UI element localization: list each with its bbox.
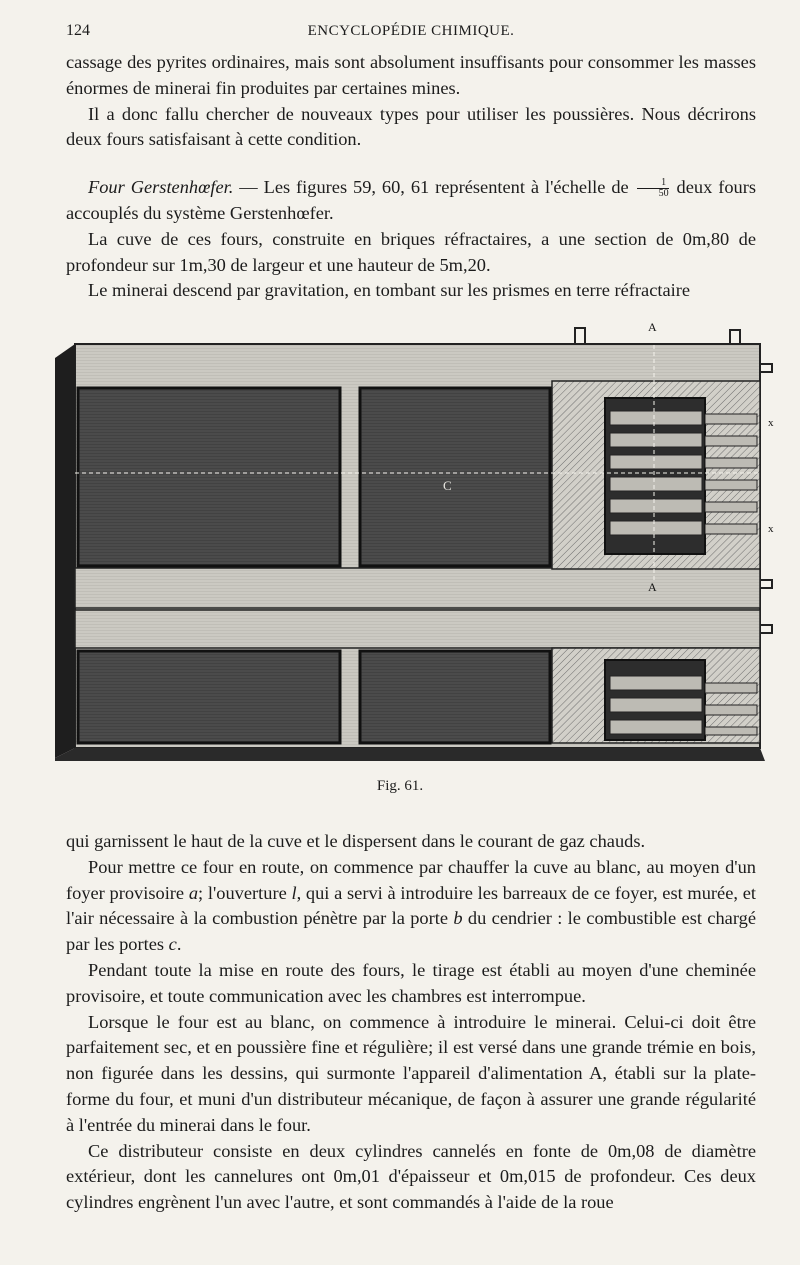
paragraph: qui garnissent le haut de la cuve et le dispersent dans le courant de gaz chauds. [66, 831, 646, 851]
label-c: C [443, 478, 452, 493]
paragraph-gerstenhoefer: Four Gerstenhœfer. — Les figures 59, 60, 61 représentent à l'échelle de $\frac{1}{50}$ deux fours accouplés du système Gerstenhœfer. [66, 177, 756, 223]
left-edge [55, 344, 75, 758]
chamber-lower-left [78, 651, 340, 743]
page-header [66, 22, 756, 46]
prism-shelves-lower [610, 676, 702, 734]
paragraph: Le minerai descend par gravitation, en tombant sur les prismes en terre réfractaire [88, 280, 691, 301]
paragraph: Pendant toute la mise en route des fours, le tirage est établi au moyen d'une cheminée provisoire, et toute communication avec les chambres est interrompue. [66, 959, 756, 1006]
bottom-text-block [66, 829, 756, 1216]
bottom-edge [55, 748, 765, 761]
page-number: 124 [66, 22, 90, 39]
paragraph: La cuve de ces fours, construite en briques réfractaires, a une section de 0m,80 de profondeur sur 1m,30 de largeur et une hauteur de 5m,20. [66, 228, 756, 275]
paragraph-startup: Pour mettre ce four en route, on commence par chauffer la cuve au blanc, au moyen d'un foyer provisoire a; l'ouverture l, qui a servi à introduire les barreaux de ce foyer, est murée, et l'air nécessaire à la combustion pénètre par la porte b du cendrier : le combustible est chargé par les portes c. [66, 856, 756, 955]
running-title: ENCYCLOPÉDIE CHIMIQUE. [307, 23, 515, 39]
doors-lower [705, 683, 757, 735]
chamber-upper-left [78, 388, 340, 566]
label-x-mid: x [768, 523, 774, 535]
label-a-top: A [648, 320, 657, 334]
paragraph: Lorsque le four est au blanc, on commence à introduire le minerai. Celui-ci doit être parfaitement sec, et en poussière fine et régulière; il est versé dans une grande trémie en bois, non figurée dans les dessins, qui surmonte l'appareil d'alimentation A, établi sur la plate-forme du four, et muni d'un distributeur mécanique, de façon à assurer une grande régularité à l'entrée du minerai dans le four. [66, 1011, 756, 1135]
flue-upper [75, 568, 760, 608]
paragraph: Ce distributeur consiste en deux cylindres cannelés en fonte de 0m,08 de diamètre extérieur, dont les cannelures ont 0m,01 d'épaisseur et 0m,015 de profondeur. Ces deux cylindres engrènent l'un avec l'autre, et sont commandés à l'aide de la roue [66, 1140, 756, 1213]
section-title: Four Gerstenhœfer. [88, 177, 234, 198]
chamber-upper-mid [360, 388, 550, 566]
figure-caption: Fig. 61. [376, 778, 424, 794]
furnace-plan-figure [50, 318, 790, 766]
top-text-block [66, 50, 756, 304]
scale-fraction: $\frac{1}{50}$ [637, 178, 669, 199]
flue-lower [75, 610, 760, 648]
chamber-lower-mid [360, 651, 550, 743]
label-x-top: x [768, 417, 774, 429]
paragraph: Il a donc fallu chercher de nouveaux types pour utiliser les poussières. Nous décrirons deux fours satisfaisant à cette condition. [66, 103, 756, 150]
paragraph: cassage des pyrites ordinaires, mais sont absolument insuffisants pour consommer les masses énormes de minerai fin produites par certaines mines. [66, 52, 756, 98]
label-a-bottom: A [648, 580, 657, 594]
